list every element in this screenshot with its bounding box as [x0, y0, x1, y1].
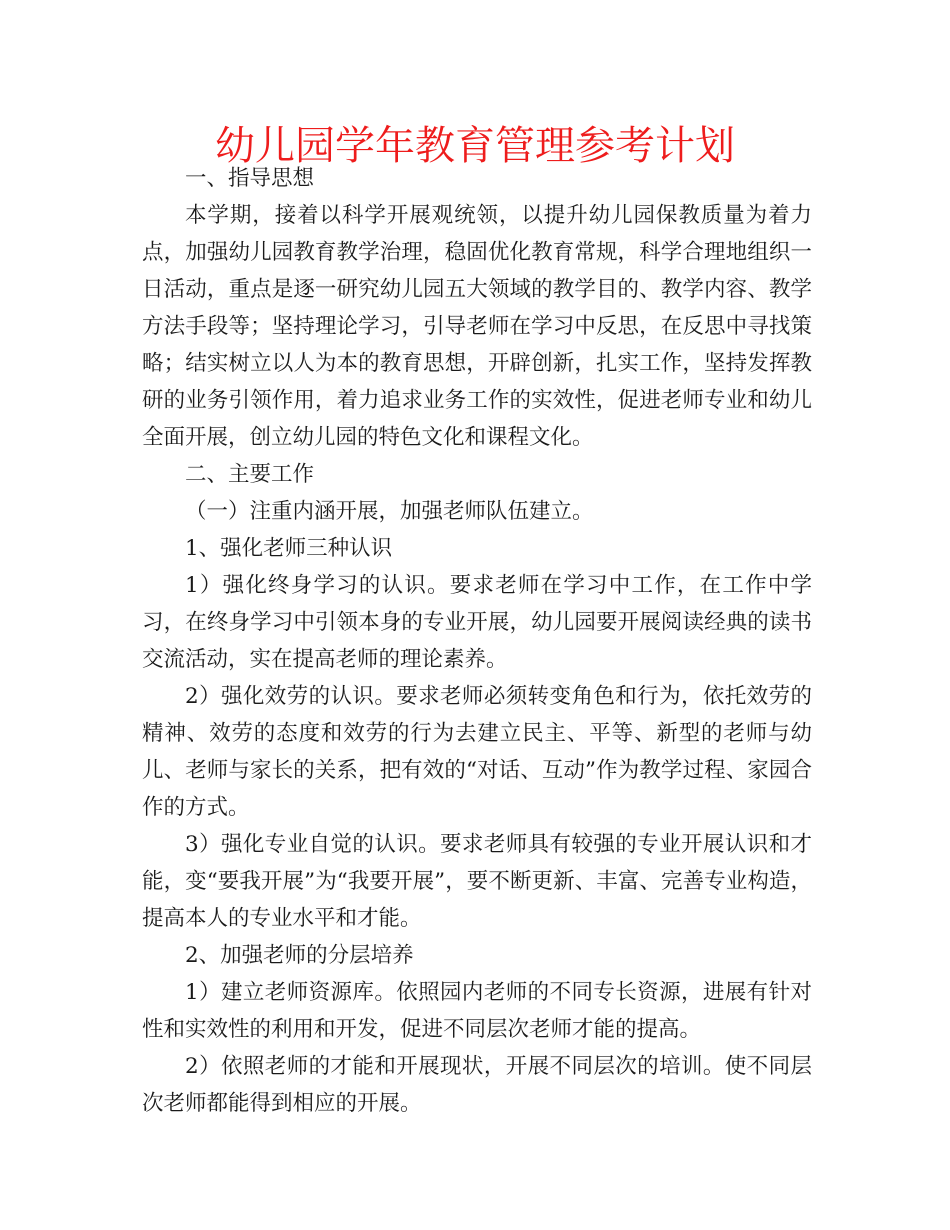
- document-body: [142, 160, 812, 1122]
- heading-guiding-ideology: 一、指导思想: [185, 166, 315, 191]
- subheading: 1、强化老师三种认识: [185, 536, 393, 561]
- paragraph: 3）强化专业自觉的认识。要求老师具有较强的专业开展认识和才能，变“要我开展”为“我要开展”，要不断更新、丰富、完善专业构造，提高本人的专业水平和才能。: [142, 832, 812, 931]
- paragraph: 2）强化效劳的认识。要求老师必须转变角色和行为，依托效劳的精神、效劳的态度和效劳的行为去建立民主、平等、新型的老师与幼儿、老师与家长的关系，把有效的“对话、互动”作为教学过程、家园合作的方式。: [142, 684, 812, 820]
- paragraph: 1）强化终身学习的认识。要求老师在学习中工作，在工作中学习，在终身学习中引领本身的专业开展，幼儿园要开展阅读经典的读书交流活动，实在提高老师的理论素养。: [142, 573, 812, 672]
- document-title: 幼儿园学年教育管理参考计划: [215, 123, 735, 169]
- subheading: 2、加强老师的分层培养: [185, 943, 414, 968]
- paragraph: 2）依照老师的才能和开展现状，开展不同层次的培训。使不同层次老师都能得到相应的开展。: [142, 1054, 812, 1116]
- paragraph: 1）建立老师资源库。依照园内老师的不同专长资源，进展有针对性和实效性的利用和开发，促进不同层次老师才能的提高。: [142, 980, 812, 1042]
- paragraph: 本学期，接着以科学开展观统领，以提升幼儿园保教质量为着力点，加强幼儿园教育教学治理，稳固优化教育常规，科学合理地组织一日活动，重点是逐一研究幼儿园五大领域的教学目的、教学内容、教学方法手段等；坚持理论学习，引导老师在学习中反思，在反思中寻找策略；结实树立以人为本的教育思想，开辟创新，扎实工作，坚持发挥教研的业务引领作用，着力追求业务工作的实效性，促进老师专业和幼儿全面开展，创立幼儿园的特色文化和课程文化。: [142, 203, 812, 450]
- heading-main-work: 二、主要工作: [185, 462, 315, 487]
- subheading: （一）注重内涵开展，加强老师队伍建立。: [185, 499, 594, 524]
